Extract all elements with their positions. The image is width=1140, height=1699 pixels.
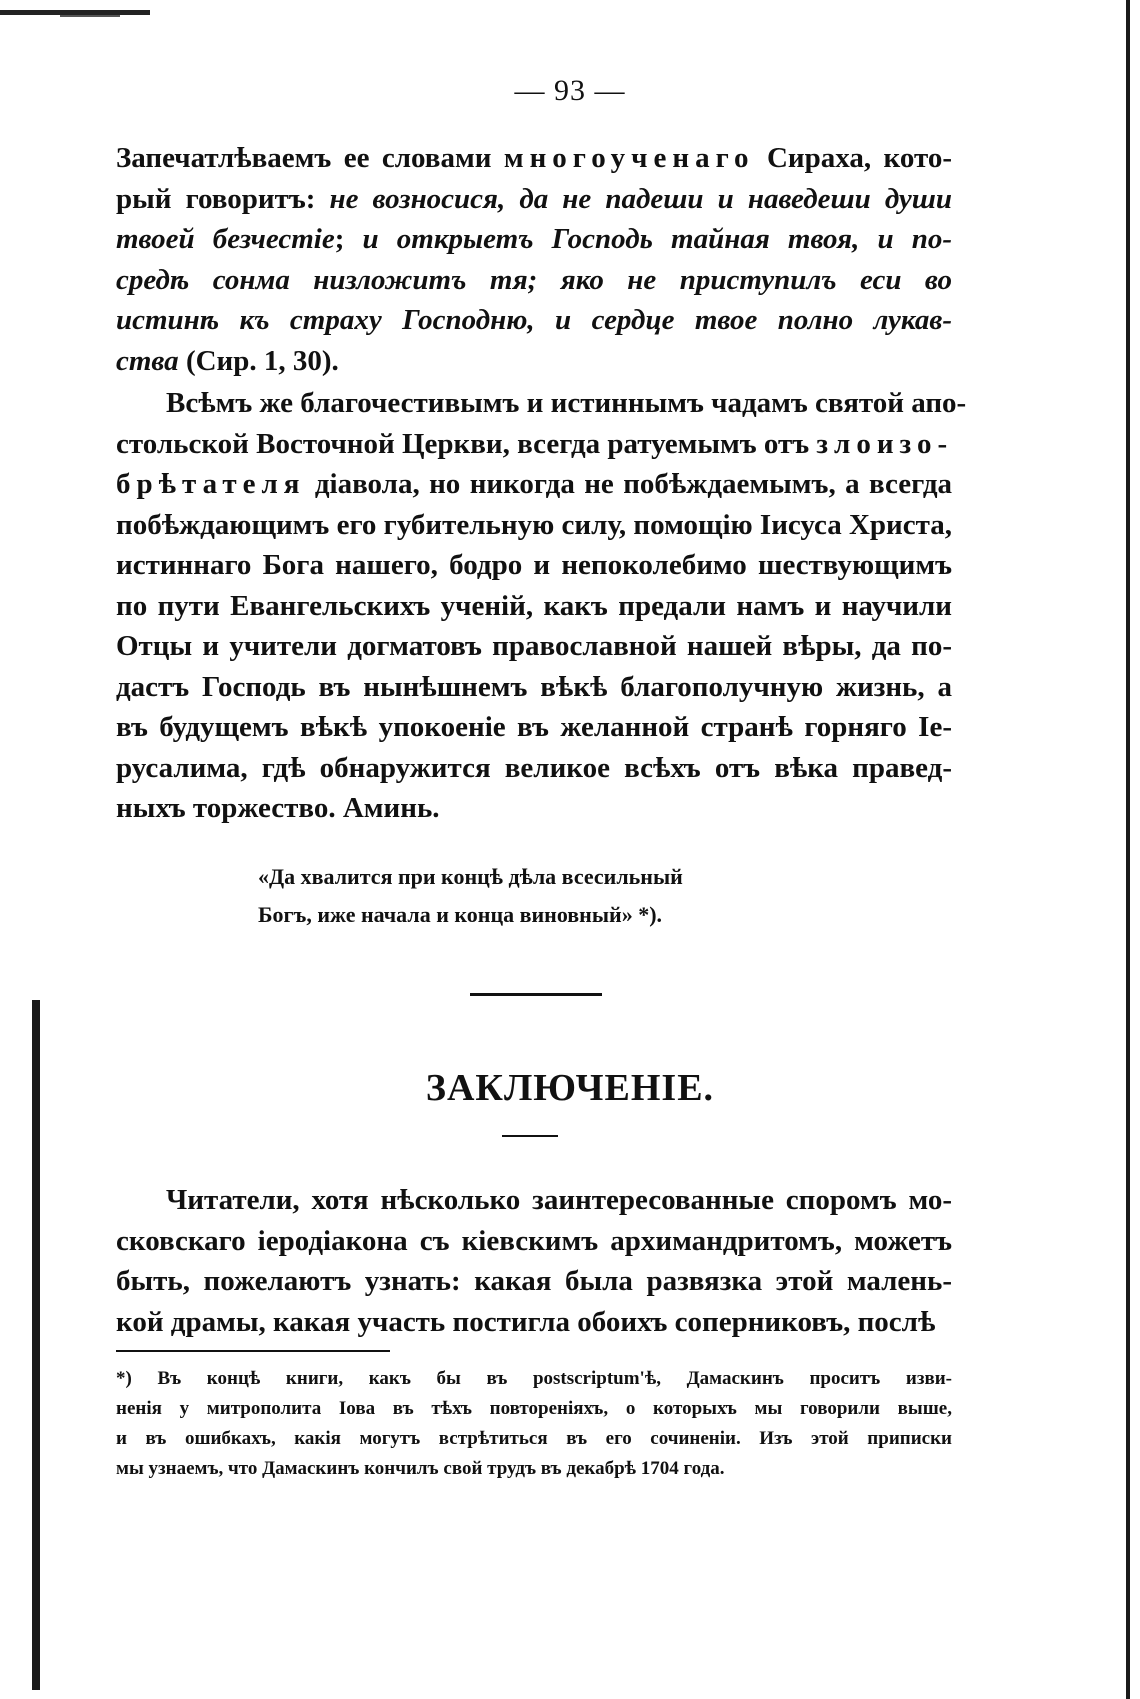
- footnote-rule: [116, 1350, 390, 1352]
- section-heading: ЗАКЛЮЧЕНІЕ.: [425, 1067, 715, 1109]
- text-line: [116, 1221, 952, 1262]
- scan-edge-right: [1126, 0, 1130, 1699]
- italic-run: не возносися, да не падеши и наведеши души: [329, 182, 952, 215]
- text-line: [116, 1180, 952, 1221]
- text-line: [116, 545, 952, 586]
- footnote-line: *) Въ концѣ книги, какъ бы въ postscriptum'ѣ, Дамаскинъ проситъ изви-: [116, 1368, 952, 1389]
- paragraph-blessing: [116, 383, 967, 829]
- text-line: [116, 667, 952, 708]
- text-line: [116, 586, 952, 627]
- text-line: [116, 300, 952, 341]
- text-run: ;: [334, 223, 363, 255]
- text-line: [116, 788, 952, 829]
- text-line: [116, 748, 952, 789]
- text-line: [116, 219, 952, 260]
- text-line: [116, 341, 952, 382]
- closing-verse: [258, 858, 818, 934]
- text-line: [116, 260, 952, 301]
- text-line: [116, 707, 952, 748]
- text-run: ныхъ торжество. Аминь.: [116, 792, 440, 824]
- text-line: [116, 424, 952, 465]
- text-run: стольской Восточной Церкви, всегда ратуемымъ отъ: [116, 427, 817, 460]
- text-line: [116, 505, 952, 546]
- text-run: Читатели, хотя нѣсколько заинтересованные споромъ мо-: [166, 1184, 952, 1216]
- text-run: діавола, но никогда не побѣждаемымъ, а всегда: [305, 468, 952, 500]
- text-run: дастъ Господь въ нынѣшнемъ вѣкѣ благополучную жизнь, а: [116, 670, 952, 703]
- spaced-run: злоизо-: [816, 427, 954, 460]
- text-run: по пути Евангельскихъ ученій, какъ предали намъ и научили: [116, 589, 952, 622]
- verse-line: Богъ, иже начала и конца виновный» *).: [258, 902, 663, 927]
- spaced-run: брѣтателя: [116, 468, 306, 500]
- text-run: Запечатлѣваемъ ее словами: [116, 142, 504, 174]
- verse-line: «Да хвалится при концѣ дѣла всесильный: [258, 864, 683, 889]
- text-line: [116, 1302, 952, 1343]
- page-number: — 93 —: [514, 74, 626, 107]
- text-run: быть, пожелаютъ узнать: какая была развязка этой малень-: [116, 1265, 952, 1297]
- text-run: Отцы и учители догматовъ православной нашей вѣры, да по-: [116, 630, 952, 662]
- text-run: побѣждающимъ его губительную силу, помощію Іисуса Христа,: [116, 508, 952, 541]
- text-run: въ будущемъ вѣкѣ упокоеніе въ желанной странѣ горняго Іе-: [116, 711, 952, 743]
- italic-run: истинѣ къ страху Господню, и сердце твое полно лукав-: [116, 304, 952, 336]
- text-line: [116, 464, 952, 505]
- footnote: [116, 1364, 952, 1484]
- text-run: русалима, гдѣ обнаружится великое всѣхъ отъ вѣка правед-: [116, 751, 952, 784]
- italic-run: ства: [116, 344, 179, 377]
- text-line: [116, 383, 967, 424]
- text-run: кой драмы, какая участь постигла обоихъ соперниковъ, послѣ: [116, 1305, 936, 1338]
- text-run: (Сир. 1, 30).: [178, 344, 339, 377]
- footnote-line: и въ ошибкахъ, какія могутъ встрѣтиться въ его сочиненіи. Изъ этой приписки: [116, 1428, 952, 1449]
- footnote-line: ненія у митрополита Іова въ тѣхъ повтореніяхъ, о которыхъ мы говорили выше,: [116, 1398, 952, 1419]
- text-run: сковскаго іеродіакона съ кіевскимъ архимандритомъ, можетъ: [116, 1224, 952, 1257]
- text-run: Всѣмъ же благочестивымъ и истиннымъ чадамъ святой апо-: [166, 387, 967, 419]
- italic-run: и открыетъ Господь тайная твоя, и по-: [362, 223, 952, 255]
- italic-run: твоей безчестіе: [116, 223, 335, 255]
- spaced-run: многоученаго: [503, 142, 755, 174]
- scan-edge-top-mark: [60, 15, 120, 17]
- heading-underline: [502, 1135, 558, 1137]
- text-line: [116, 179, 952, 220]
- paragraph-conclusion: [116, 1180, 952, 1342]
- text-line: [116, 626, 952, 667]
- section-divider: [470, 993, 602, 996]
- footnote-line: мы узнаемъ, что Дамаскинъ кончилъ свой трудъ въ декабрѣ 1704 года.: [116, 1458, 725, 1479]
- text-run: рый говоритъ:: [116, 182, 330, 215]
- text-run: истиннаго Бога нашего, бодро и непоколебимо шествующимъ: [116, 549, 952, 581]
- text-line: [116, 138, 952, 179]
- text-run: Сираха, кото-: [754, 142, 952, 174]
- text-line: [116, 1261, 952, 1302]
- italic-run: средѣ сонма низложитъ тя; яко не приступилъ еси во: [116, 263, 952, 296]
- paragraph-sirach-quote: [116, 138, 952, 381]
